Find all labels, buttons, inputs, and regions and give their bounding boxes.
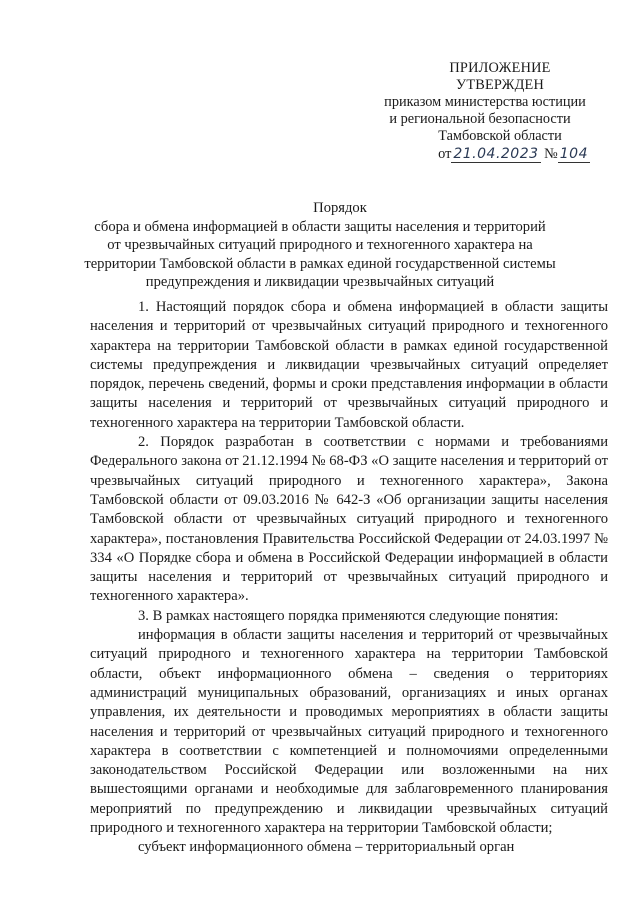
approval-line-3: Тамбовской области	[438, 128, 562, 144]
definition-subject: субъект информационного обмена – территориальный орган	[138, 839, 515, 856]
document-body	[90, 298, 608, 858]
approval-line-2: и региональной безопасности	[389, 111, 571, 127]
title-line-2: от чрезвычайных ситуаций природного и техногенного характера на	[107, 237, 533, 253]
order-date-number	[340, 146, 590, 163]
handwritten-date: 21.04.2023	[453, 146, 539, 162]
handwritten-number: 104	[559, 146, 588, 162]
approval-line-1: приказом министерства юстиции	[384, 94, 586, 110]
number-prefix: №	[544, 146, 558, 162]
title-line-1: сбора и обмена информацией в области защиты населения и территорий	[94, 218, 546, 235]
title-line-4: предупреждения и ликвидации чрезвычайных ситуаций	[145, 274, 495, 290]
approved-heading: УТВЕРЖДЕН	[456, 77, 544, 93]
definition-information: информация в области защиты населения и территорий от чрезвычайных ситуаций природного и техногенного характера на территории Тамбовской области, объект информационного обмена – сведения о территориях администраций муниципальных образований, организациях и иных органах управления, их деятельности и проводимых мероприятиях в области защиты населения и территорий от чрезвычайных ситуаций природного и техногенного характера в соответствии с компетенцией и полномочиями определенными законодательством Российской Федерации или возложенными на них вышестоящими органами и необходимые для заблаговременного планирования мероприятий по предупреждению и ликвидации чрезвычайных ситуаций природного и техногенного характера на территории Тамбовской области;	[90, 627, 608, 837]
document-title	[40, 199, 600, 292]
approval-block	[340, 60, 590, 163]
paragraph-3: 3. В рамках настоящего порядка применяются следующие понятия:	[138, 607, 559, 624]
appendix-heading: ПРИЛОЖЕНИЕ	[449, 60, 551, 76]
date-prefix: от	[438, 146, 452, 162]
paragraph-1: 1. Настоящий порядок сбора и обмена информацией в области защиты населения и территорий от чрезвычайных ситуаций природного и техногенного характера на территории Тамбовской области в рамках единой государственной системы предупреждения и ликвидации чрезвычайных ситуаций определяет порядок, перечень сведений, формы и сроки представления информации в области защиты населения и территорий от чрезвычайных ситуаций природного и техногенного характера на территории Тамбовской области.	[90, 299, 608, 431]
title-line-3: территории Тамбовской области в рамках единой государственной системы	[84, 255, 556, 272]
paragraph-2: 2. Порядок разработан в соответствии с нормами и требованиями Федерального закона от 21.12.1994 № 68-ФЗ «О защите населения и территорий от чрезвычайных ситуаций природного и техногенного характера», Закона Тамбовской области от 09.03.2016 № 642-З «Об организации защиты населения Тамбовской области от чрезвычайных ситуаций природного и техногенного характера», постановления Правительства Российской Федерации от 24.03.1997 № 334 «О Порядке сбора и обмена в Российской Федерации информацией в области защиты населения и территорий от чрезвычайных ситуаций природного и техногенного характера».	[90, 434, 608, 605]
title-word: Порядок	[313, 200, 367, 216]
